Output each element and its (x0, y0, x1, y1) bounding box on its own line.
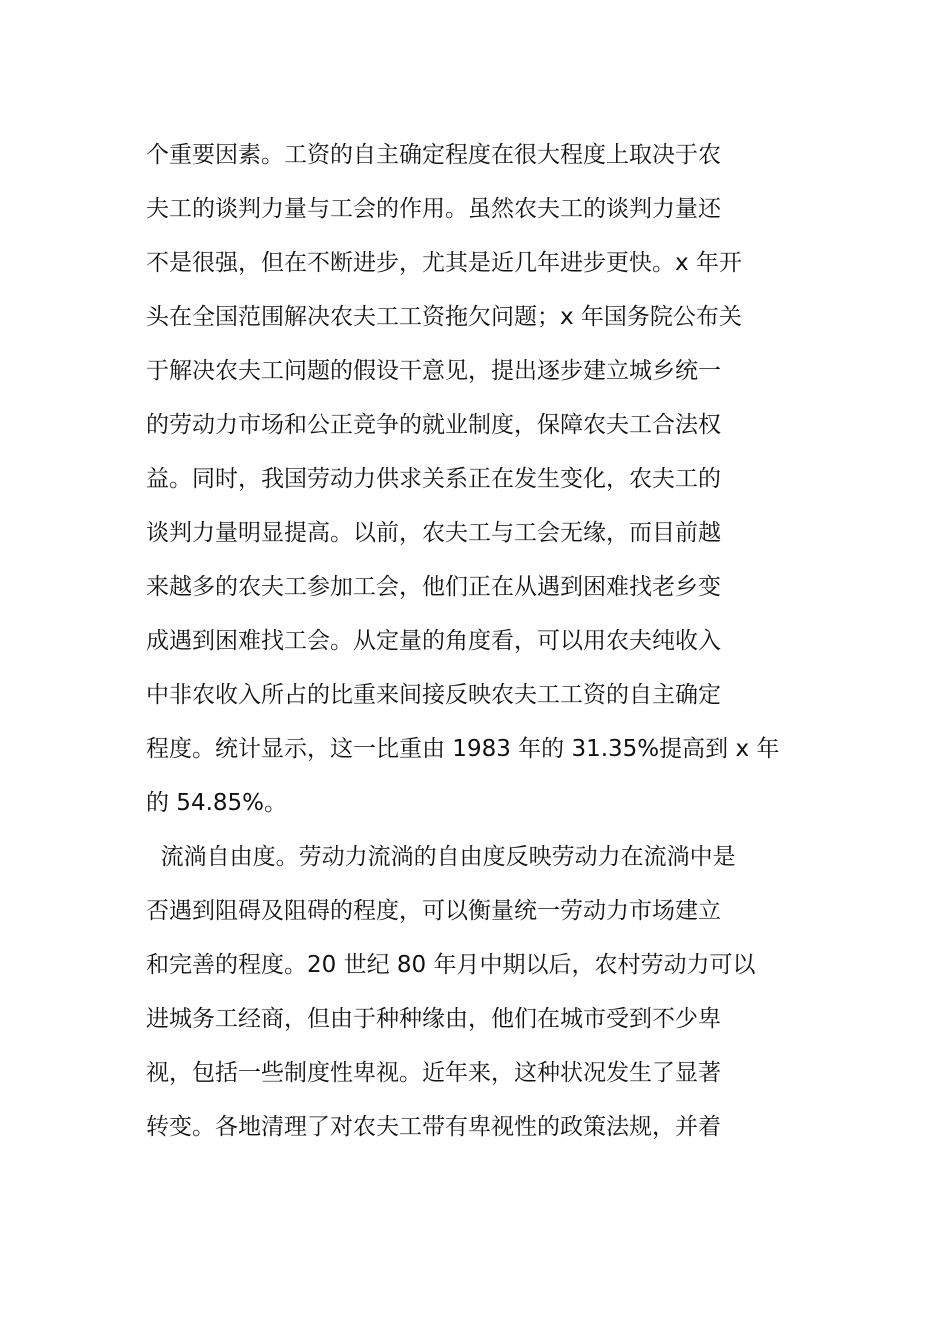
text-line: 夫工的谈判力量与工会的作用。虽然农夫工的谈判力量还 (146, 196, 721, 222)
text-line: 益。同时，我国劳动力供求关系正在发生变化，农夫工的 (146, 466, 721, 492)
text-line: 视，包括一些制度性卑视。近年来，这种状况发生了显著 (146, 1060, 721, 1086)
text-line: 的 54.85%。 (146, 790, 288, 816)
document-body (146, 128, 808, 1154)
text-line: 程度。统计显示，这一比重由 1983 年的 31.35%提高到 x 年 (146, 736, 780, 762)
text-line: 个重要因素。工资的自主确定程度在很大程度上取决于农 (146, 142, 721, 168)
text-line: 和完善的程度。20 世纪 80 年月中期以后，农村劳动力可以 (146, 952, 756, 978)
text-line: 流淌自由度。劳动力流淌的自由度反映劳动力在流淌中是 (146, 844, 736, 870)
text-line: 头在全国范围解决农夫工工资拖欠问题；x 年国务院公布关 (146, 304, 742, 330)
text-line: 来越多的农夫工参加工会，他们正在从遇到困难找老乡变 (146, 574, 721, 600)
text-line: 成遇到困难找工会。从定量的角度看，可以用农夫纯收入 (146, 628, 721, 654)
text-line: 否遇到阻碍及阻碍的程度，可以衡量统一劳动力市场建立 (146, 898, 721, 924)
text-line: 于解决农夫工问题的假设干意见，提出逐步建立城乡统一 (146, 358, 721, 384)
text-line: 不是很强，但在不断进步，尤其是近几年进步更快。x 年开 (146, 250, 742, 276)
text-line: 中非农收入所占的比重来间接反映农夫工工资的自主确定 (146, 682, 721, 708)
text-line: 的劳动力市场和公正竞争的就业制度，保障农夫工合法权 (146, 412, 721, 438)
paragraph-wages (146, 128, 808, 830)
paragraph-mobility (146, 830, 808, 1154)
text-line: 谈判力量明显提高。以前，农夫工与工会无缘，而目前越 (146, 520, 721, 546)
text-line: 进城务工经商，但由于种种缘由，他们在城市受到不少卑 (146, 1006, 721, 1032)
text-line: 转变。各地清理了对农夫工带有卑视性的政策法规，并着 (146, 1114, 721, 1140)
